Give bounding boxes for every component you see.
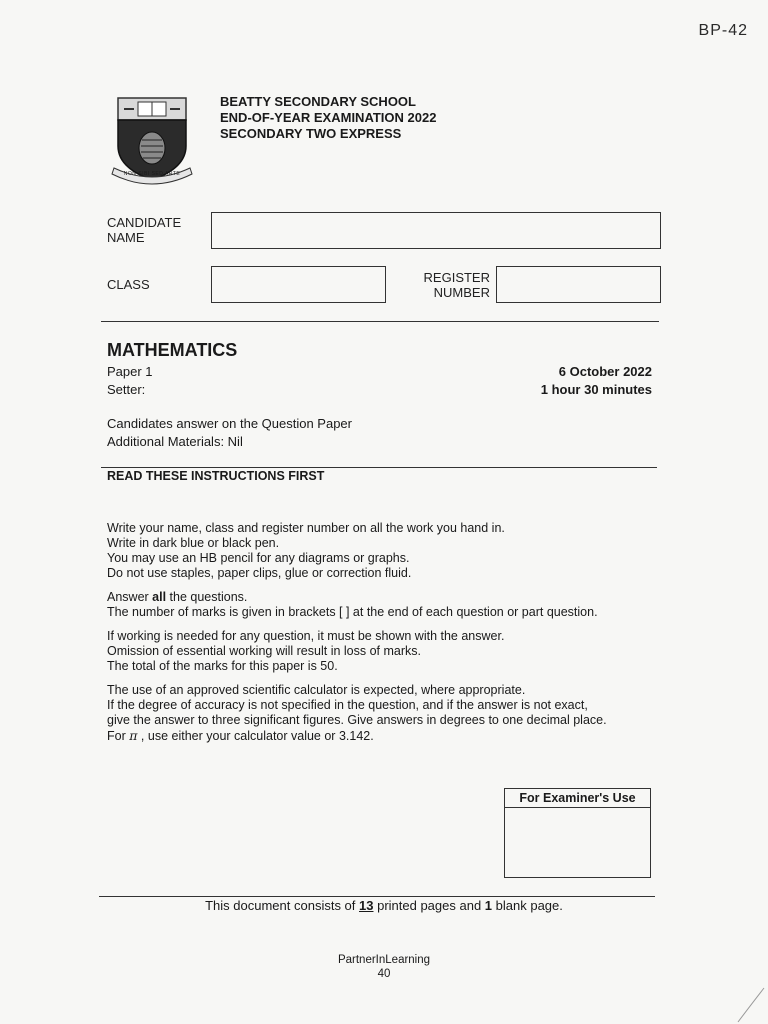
school-crest	[108, 94, 196, 190]
crest-motto: NON SIBI SED ARTE	[123, 171, 181, 177]
class-label: CLASS	[107, 277, 150, 292]
school-header	[220, 94, 436, 142]
exam-title: END-OF-YEAR EXAMINATION 2022	[220, 110, 437, 125]
page-code: BP-42	[698, 22, 748, 39]
subject-title: MATHEMATICS	[107, 340, 238, 360]
register-number-label: REGISTER NUMBER	[423, 270, 490, 300]
register-number-field[interactable]	[496, 266, 661, 303]
examiner-use-box	[504, 788, 651, 878]
exam-date: 6 October 2022	[558, 364, 652, 379]
examiner-use-title: For Examiner's Use	[505, 789, 650, 808]
setter-label: Setter:	[107, 382, 146, 397]
divider	[99, 896, 655, 897]
instructions-body	[107, 521, 667, 753]
exam-timing	[541, 363, 652, 399]
paper-info	[107, 363, 153, 399]
divider	[101, 467, 657, 468]
paper-materials	[107, 415, 352, 451]
pi-symbol: π	[129, 728, 138, 743]
paper-number: Paper 1	[107, 364, 153, 379]
instructions-paragraph: If working is needed for any question, it must be shown with the answer. Omission of essential working will result in loss of marks. The total of the marks for this paper is 50.	[107, 629, 505, 673]
partner-page-number: 40	[377, 968, 391, 980]
instructions-paragraph: Write your name, class and register number on all the work you hand in. Write in dark blue or black pen. You may use an HB pencil for any diagrams or graphs. Do not use staples, paper clips, glue or correction fluid.	[107, 521, 505, 580]
materials-text: Additional Materials: Nil	[107, 434, 243, 449]
exam-level: SECONDARY TWO EXPRESS	[220, 126, 402, 141]
partner-name: PartnerInLearning	[337, 954, 431, 966]
exam-duration: 1 hour 30 minutes	[540, 382, 652, 397]
school-name: BEATTY SECONDARY SCHOOL	[220, 94, 416, 109]
instructions-heading: READ THESE INSTRUCTIONS FIRST	[107, 469, 325, 483]
partner-footer	[0, 953, 768, 981]
answer-on-text: Candidates answer on the Question Paper	[107, 416, 352, 431]
page-count-note: This document consists of 13 printed pages and 1 blank page.	[205, 898, 563, 913]
instructions-paragraph: Answer all the questions. The number of marks is given in brackets [ ] at the end of each question or part question.	[107, 590, 598, 619]
candidate-name-label: CANDIDATE NAME	[107, 215, 182, 245]
candidate-name-field[interactable]	[211, 212, 661, 249]
page-curl-mark	[728, 984, 768, 1024]
class-field[interactable]	[211, 266, 386, 303]
divider	[101, 321, 659, 322]
instructions-paragraph: The use of an approved scientific calculator is expected, where appropriate. If the degree of accuracy is not specified in the question, and if the answer is not exact, give the answer to three significant figures. Give answers in degrees to one decimal place. For π , use either your calculator value or 3.142.	[107, 683, 607, 743]
